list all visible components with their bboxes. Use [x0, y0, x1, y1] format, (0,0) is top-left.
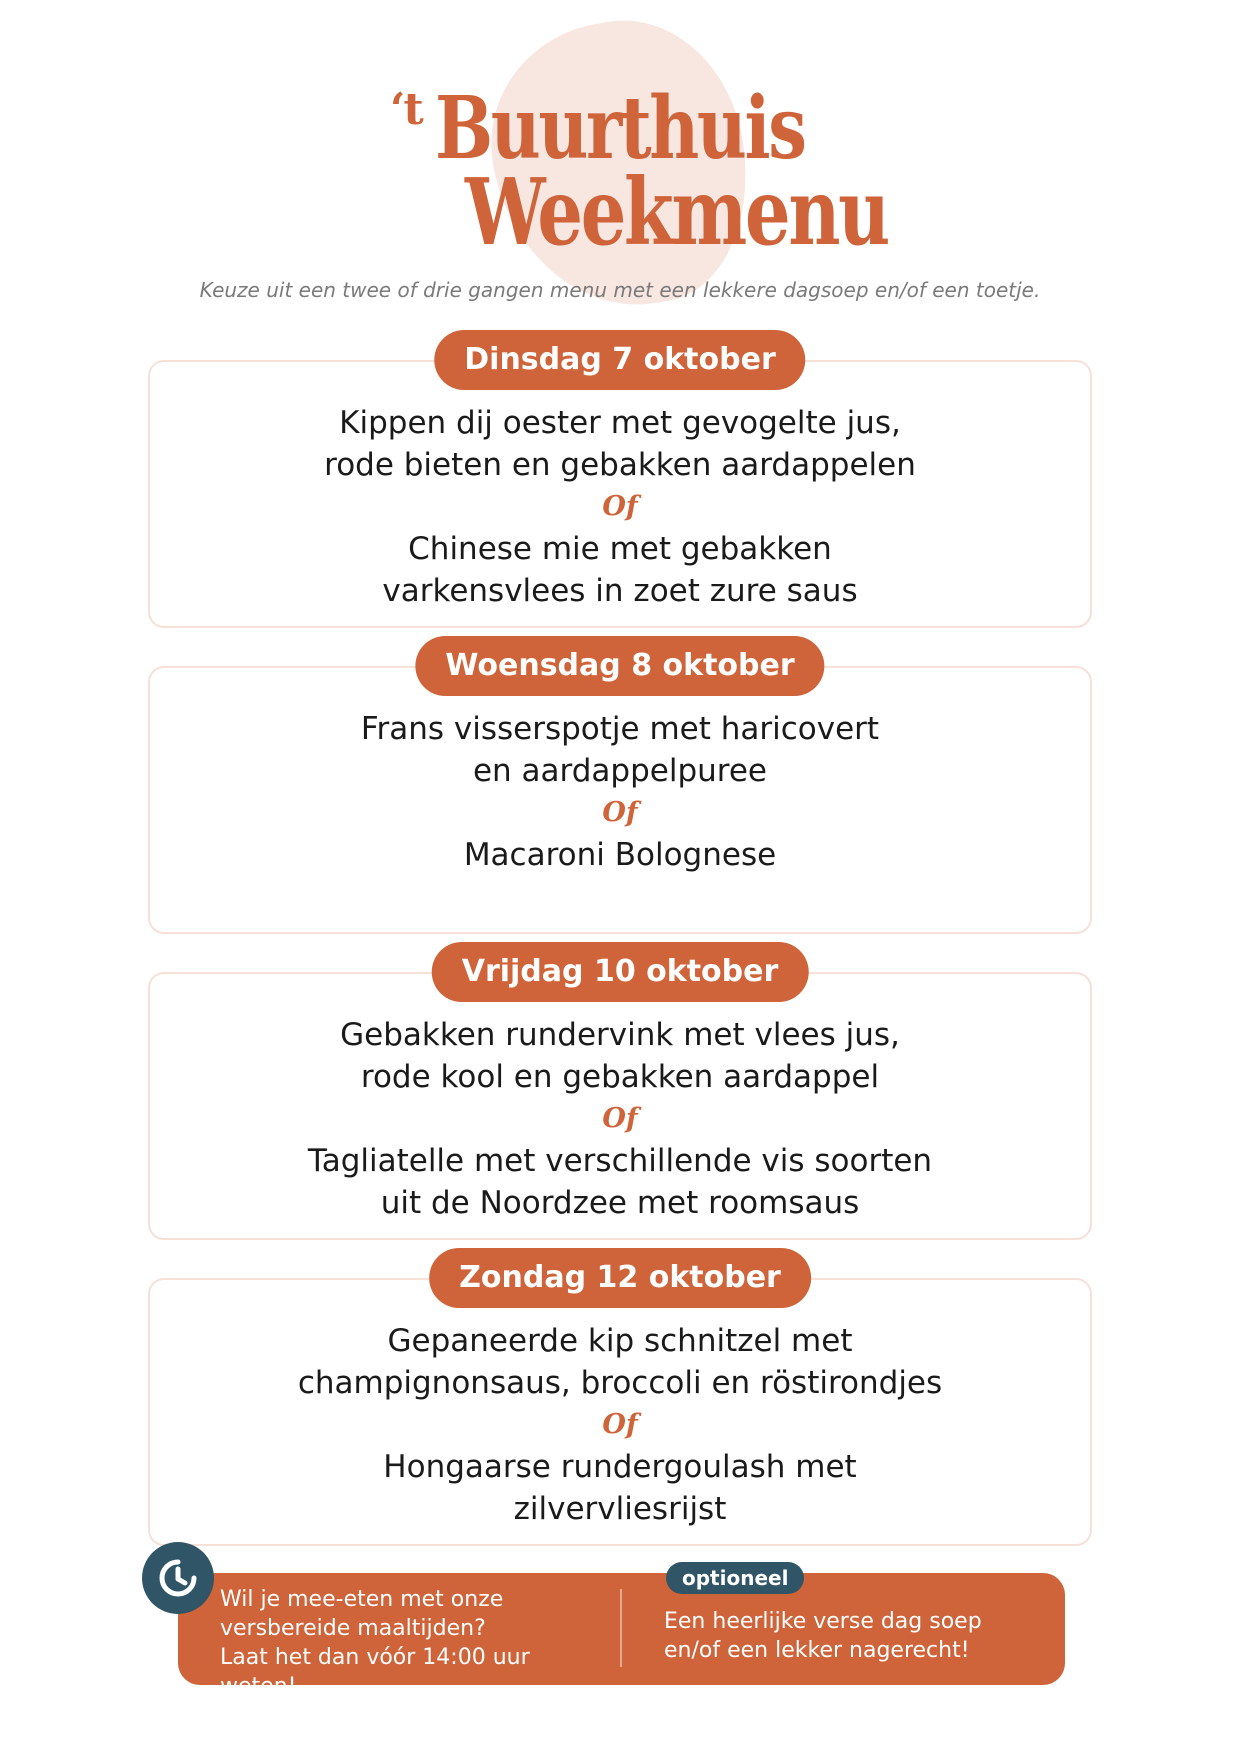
- dish-option-2: [150, 834, 1090, 876]
- dish-line: varkensvlees in zoet zure saus: [382, 573, 858, 609]
- title-apostrophe: ‘t: [390, 84, 422, 135]
- dish-line: Gepaneerde kip schnitzel met: [387, 1323, 853, 1359]
- footer-banner: [178, 1566, 1065, 1699]
- or-separator: Of: [602, 1103, 638, 1134]
- or-separator: Of: [602, 1409, 638, 1440]
- dish-option-2: [150, 528, 1090, 612]
- dish-line: Frans visserspotje met haricovert: [360, 711, 880, 747]
- menu-card-zondag: [148, 1260, 1092, 1546]
- footer-line: versbereide maaltijden?: [220, 1616, 486, 1641]
- day-label: Dinsdag 7 oktober: [434, 330, 805, 390]
- dish-line: rode kool en gebakken aardappel: [360, 1059, 880, 1095]
- footer-line: en/of een lekker nagerecht!: [664, 1638, 970, 1663]
- title-line-2: Weekmenu: [465, 158, 888, 266]
- day-label: Woensdag 8 oktober: [415, 636, 824, 696]
- clock-icon: [142, 1542, 214, 1614]
- title-line-1: Buurthuis: [435, 78, 805, 179]
- subtitle: Keuze uit een twee of drie gangen menu met een lekkere dagsoep en/of een toetje.: [199, 278, 1041, 302]
- dish-line: zilvervliesrijst: [513, 1491, 727, 1527]
- optional-badge: optioneel: [666, 1562, 804, 1594]
- footer-line: Wil je mee-eten met onze: [220, 1587, 504, 1612]
- or-separator: Of: [602, 797, 638, 828]
- menu-card-dinsdag: [148, 342, 1092, 628]
- dish-option-1: [150, 708, 1090, 792]
- day-label: Zondag 12 oktober: [429, 1248, 811, 1308]
- dish-line: en aardappelpuree: [472, 753, 767, 789]
- dish-line: Hongaarse rundergoulash met: [383, 1449, 857, 1485]
- day-label: Vrijdag 10 oktober: [432, 942, 809, 1002]
- dish-line: rode bieten en gebakken aardappelen: [324, 447, 916, 483]
- or-separator: Of: [602, 491, 638, 522]
- footer-divider: [620, 1589, 622, 1667]
- footer-reservation-note: [220, 1585, 610, 1701]
- menu-card-woensdag: [148, 648, 1092, 934]
- dish-line: uit de Noordzee met roomsaus: [380, 1185, 860, 1221]
- footer-line: Laat het dan vóór 14:00 uur weten!: [220, 1645, 530, 1699]
- dish-option-1: [150, 402, 1090, 486]
- clock-icon-svg: [156, 1556, 200, 1600]
- dish-option-1: [150, 1014, 1090, 1098]
- menu-card-vrijdag: [148, 954, 1092, 1240]
- dish-option-2: [150, 1140, 1090, 1224]
- dish-line: Gebakken rundervink met vlees jus,: [340, 1017, 900, 1053]
- dish-line: champignonsaus, broccoli en röstirondjes: [297, 1365, 943, 1401]
- dish-line: Chinese mie met gebakken: [408, 531, 832, 567]
- dish-line: Tagliatelle met verschillende vis soorten: [307, 1143, 933, 1179]
- footer-line: Een heerlijke verse dag soep: [664, 1609, 982, 1634]
- dish-line: Macaroni Bolognese: [463, 837, 777, 873]
- dish-option-1: [150, 1320, 1090, 1404]
- dish-option-2: [150, 1446, 1090, 1530]
- footer-optional-note: [664, 1607, 1044, 1665]
- dish-line: Kippen dij oester met gevogelte jus,: [339, 405, 901, 441]
